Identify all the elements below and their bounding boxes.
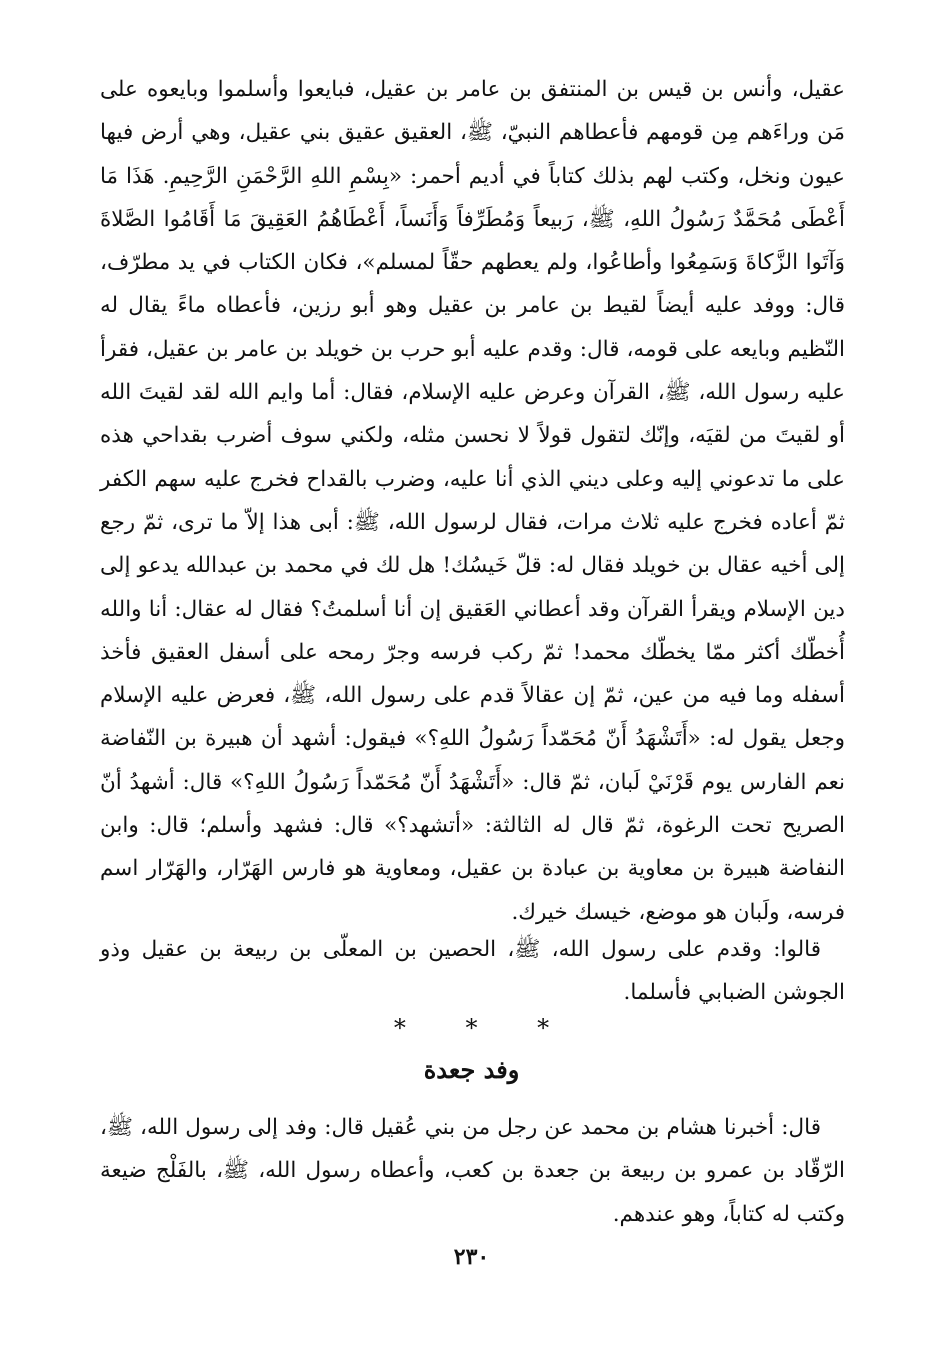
- separator-star: *: [393, 1014, 406, 1042]
- section-paragraph: قال: أخبرنا هشام بن محمد عن رجل من بني عُقيل قال: وفد إلى رسول الله، ﷺ، الرّقّاد بن عمرو بن ربيعة بن جعدة بن كعب، وأعطاه رسول الله، ﷺ، بالفَلْج ضيعة وكتب له كتاباً، وهو عندهم.: [100, 1115, 845, 1227]
- separator-star: *: [465, 1014, 478, 1042]
- section-heading: وفد جعدة: [423, 1055, 520, 1084]
- qalu-paragraph: قالوا: وقدم على رسول الله، ﷺ، الحصين بن المعلّى بن ربيعة بن عقيل وذو الجوشن الضبابي فأسلما.: [100, 937, 845, 1006]
- main-paragraph: عقيل، وأنس بن قيس بن المنتفق بن عامر بن عقيل، فبايعوا وأسلموا وبايعوه على مَن وراءَهم مِن قومهم فأعطاهم النبيّ، ﷺ، العقيق عقيق بني عقيل، وهي أرض فيها عيون ونخل، وكتب لهم بذلك كتاباً في أديم أحمر: «بِسْمِ اللهِ الرَّحْمَنِ الرَّحِيمِ. هَذَا مَا أَعْطَى مُحَمَّدٌ رَسُولُ اللهِ، ﷺ، رَبيعاً وَمُطَرِّفاً وَأَنَساً، أَعْطَاهُمُ العَقِيقَ مَا أَقَامُوا الصَّلاةَ وَآتَوا الزَّكاةَ وَسَمِعُوا وأطاعُوا، ولم يعطهم حقّاً لمسلم»، فكان الكتاب في يد مطرّف، قال: ووفد عليه أيضاً لقيط بن عامر بن عقيل وهو أبو رزين، فأعطاه ماءً يقال له النّظيم وبايعه على قومه، قال: وقدم عليه أبو حرب بن خويلد بن عامر بن عقيل، فقرأ عليه رسول الله، ﷺ، القرآن وعرض عليه الإسلام، فقال: أما وايم الله لقد لقيتَ الله أو لقيتَ من لقيَه، وإنّك لتقول قولاً لا نحسن مثله، ولكني سوف أضرب بقداحي هذه على ما تدعوني إليه وعلى ديني الذي أنا عليه، وضرب بالقداح فخرج عليه سهم الكفر ثمّ أعاده فخرج عليه ثلاث مرات، فقال لرسول الله، ﷺ: أبى هذا إلاّ ما ترى، ثمّ رجع إلى أخيه عقال بن خويلد فقال له: قلّ خَيسُك! هل لك في محمد بن عبدالله يدعو إلى دين الإسلام ويقرأ القرآن وقد أعطاني العَقيق إن أنا أسلمتُ؟ فقال له عقال: أنا والله أُخطّك أكثر ممّا يخطّك محمد! ثمّ ركب فرسه وجرّ رمحه على أسفل العقيق فأخذ أسفله وما فيه من عين، ثمّ إن عقالاً قدم على رسول الله، ﷺ، فعرض عليه الإسلام وجعل يقول له: «أَتَشْهَدُ أَنّ مُحَمّداً رَسُولُ اللهِ؟» فيقول: أشهد أن هبيرة بن النّفاضة نعم الفارس يوم قَرْنَيْ لَبان، ثمّ قال: «أَتَشْهَدُ أَنّ مُحَمّداً رَسُولُ اللهِ؟» قال: أشهدُ أنّ الصريح تحت الرغوة، ثمّ قال له الثالثة: «أتشهد؟» قال: فشهد وأسلم؛ قال: وابن النفاضة هبيرة بن معاوية بن عبادة بن عقيل، ومعاوية هو فارس الهَرّار، والهَرّار اسم فرسه، ولَبان هو موضع، خيسك خيرك.: [100, 77, 845, 925]
- page-number: ٢٣٠: [453, 1244, 490, 1270]
- separator-star: *: [537, 1014, 550, 1042]
- section-separator: [0, 1014, 943, 1042]
